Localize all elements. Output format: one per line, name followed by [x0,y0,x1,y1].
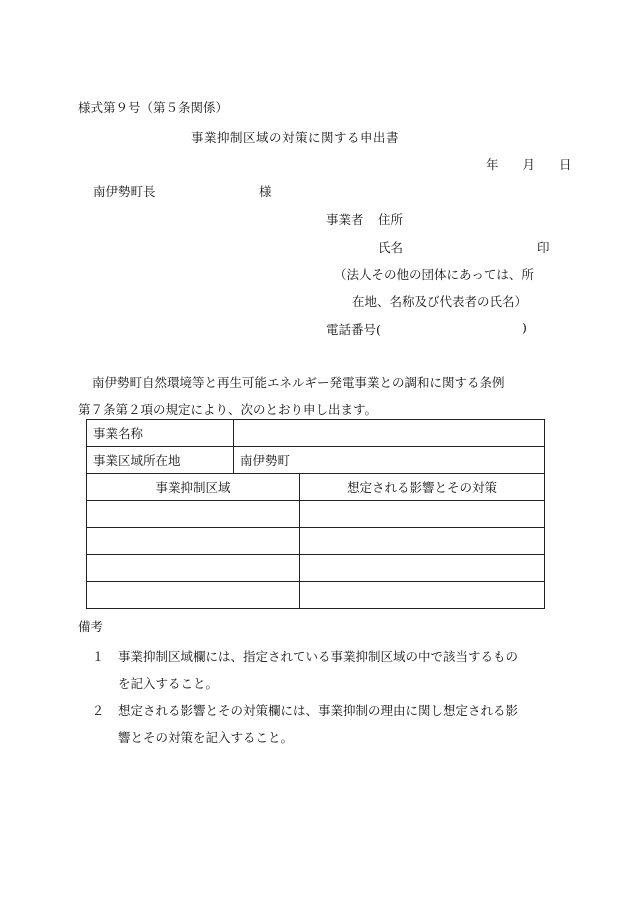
impact-measures-cell[interactable] [300,501,545,528]
body-paragraph [78,369,548,423]
impact-measures-cell[interactable] [300,555,545,582]
location-label: 事業区域所在地 [87,447,234,474]
note-item [78,643,548,697]
table-row [87,447,545,474]
table-row [87,582,545,609]
table-row [87,420,545,447]
date-row [486,155,571,173]
note-item [78,697,548,751]
date-year-label: 年 [486,157,499,172]
impact-measures-cell[interactable] [300,528,545,555]
body-line1: 南伊勢町自然環境等と再生可能エネルギー発電事業との調和に関する条例 [92,375,505,390]
col-header-restricted-area: 事業抑制区域 [87,474,300,501]
note-line2: を記入すること。 [118,676,219,691]
name-label: 氏名 [378,240,404,255]
location-field[interactable]: 南伊勢町 [234,447,545,474]
restricted-area-cell[interactable] [87,555,300,582]
applicant-label: 事業者 [326,212,364,227]
body-line2: 第７条第２項の規定により、次のとおり申し出ます。 [78,402,378,417]
note-line1: 事業抑制区域欄には、指定されている事業抑制区域の中で該当するもの [118,649,519,664]
note-line1: 想定される影響とその対策欄には、事業抑制の理由に関し想定される影 [118,703,519,718]
address-label: 住所 [378,212,404,227]
addressee-name: 南伊勢町長 [93,184,156,199]
project-name-label: 事業名称 [87,420,234,447]
corp-note-line2: 在地、名称及び代表者の氏名） [352,294,528,309]
application-table [86,419,545,609]
restricted-area-cell[interactable] [87,582,300,609]
restricted-area-cell[interactable] [87,501,300,528]
date-month-label: 月 [522,157,535,172]
form-number: 様式第９号（第５条関係） [78,100,229,115]
date-day-label: 日 [558,157,572,172]
col-header-impact-measures: 想定される影響とその対策 [300,474,545,501]
note-number: ２ [91,703,105,718]
table-row [87,501,545,528]
phone-label: 電話番号( [326,322,381,337]
table-row [87,528,545,555]
notes-heading: 備考 [78,619,104,634]
phone-close-paren: ) [522,320,527,335]
seal-mark: 印 [537,240,550,255]
note-number: １ [91,649,105,664]
addressee-honorific: 様 [259,184,272,199]
note-line2: 響とその対策を記入すること。 [118,730,294,745]
document-title: 事業抑制区域の対策に関する申出書 [191,130,400,145]
corp-note-line1: （法人その他の団体にあっては、所 [334,267,534,282]
table-row [87,555,545,582]
table-row [87,474,545,501]
restricted-area-cell[interactable] [87,528,300,555]
impact-measures-cell[interactable] [300,582,545,609]
project-name-field[interactable] [234,420,545,447]
